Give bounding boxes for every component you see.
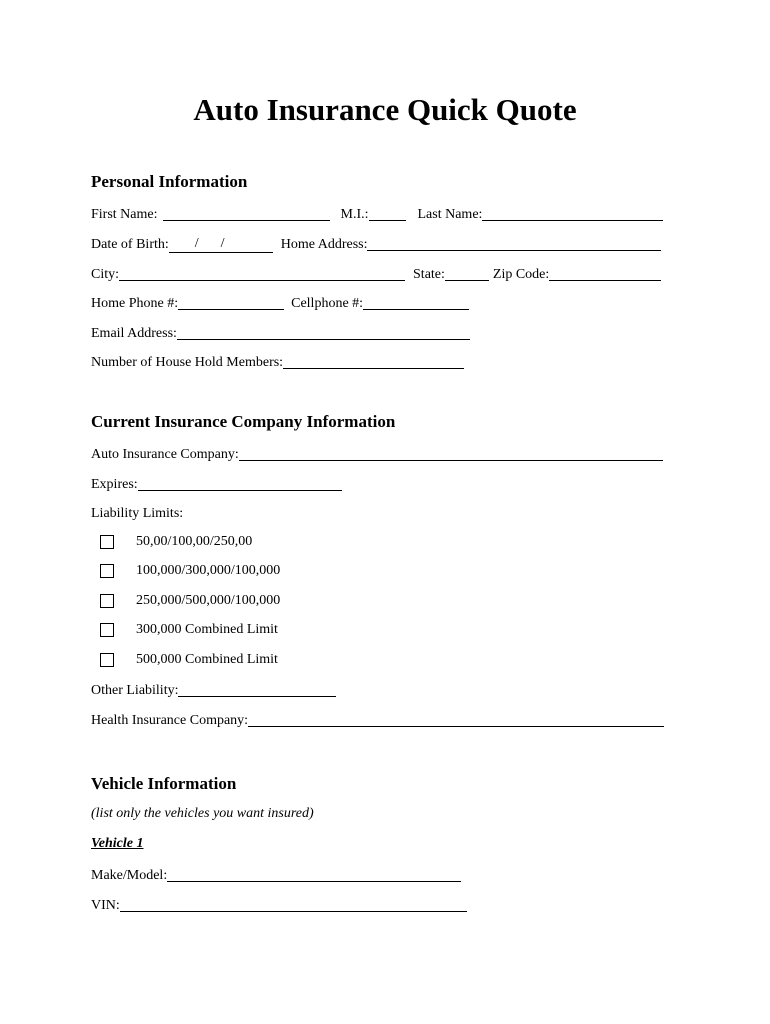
household-row (91, 351, 464, 371)
city-field[interactable] (119, 265, 405, 281)
checkbox[interactable] (100, 623, 114, 637)
liability-option-label: 50,00/100,00/250,00 (136, 534, 253, 549)
liability-option (100, 620, 278, 640)
expires-row (91, 473, 342, 493)
checkbox[interactable] (100, 535, 114, 549)
auto-company-label: Auto Insurance Company: (91, 447, 239, 462)
other-liability-label: Other Liability: (91, 683, 179, 698)
household-label: Number of House Hold Members: (91, 355, 284, 370)
household-field[interactable] (283, 353, 464, 369)
city-state-zip-row (91, 263, 661, 283)
home-phone-label: Home Phone #: (91, 296, 179, 311)
other-liability-row (91, 679, 336, 699)
dob-separator: / (220, 236, 225, 251)
personal-info-heading: Personal Information (91, 172, 248, 191)
expires-field[interactable] (138, 475, 342, 491)
checkbox[interactable] (100, 653, 114, 667)
liability-limits-label: Liability Limits: (91, 506, 184, 521)
home-address-label: Home Address: (280, 237, 368, 252)
email-label: Email Address: (91, 326, 177, 341)
dob-label: Date of Birth: (91, 237, 169, 252)
last-name-label: Last Name: (417, 207, 483, 222)
dob-separator: / (194, 236, 199, 251)
home-phone-field[interactable] (178, 294, 284, 310)
vin-field[interactable] (120, 896, 467, 912)
checkbox[interactable] (100, 594, 114, 608)
vehicle-1-label: Vehicle 1 (91, 836, 144, 851)
vin-row (91, 894, 467, 914)
liability-option (100, 532, 252, 552)
make-model-row (91, 864, 461, 884)
city-label: City: (91, 267, 120, 282)
state-field[interactable] (445, 265, 489, 281)
mi-field[interactable] (369, 205, 406, 221)
dob-field[interactable] (169, 236, 273, 253)
liability-option-label: 300,000 Combined Limit (136, 622, 278, 637)
liability-option-label: 100,000/300,000/100,000 (136, 563, 281, 578)
dob-address-row (91, 233, 661, 253)
liability-option (100, 650, 278, 670)
home-address-field[interactable] (367, 235, 661, 251)
email-row (91, 322, 470, 342)
checkbox[interactable] (100, 564, 114, 578)
health-company-row (91, 709, 664, 729)
vehicle-info-heading: Vehicle Information (91, 774, 237, 793)
vehicle-note: (list only the vehicles you want insured) (91, 806, 314, 821)
email-field[interactable] (177, 324, 470, 340)
other-liability-field[interactable] (178, 681, 336, 697)
state-label: State: (413, 267, 445, 282)
first-name-label: First Name: (91, 207, 158, 222)
make-model-field[interactable] (167, 866, 461, 882)
liability-option (100, 561, 280, 581)
last-name-field[interactable] (482, 205, 663, 221)
liability-option-label: 250,000/500,000/100,000 (136, 593, 281, 608)
expires-label: Expires: (91, 477, 138, 492)
health-company-field[interactable] (248, 711, 664, 727)
liability-option (100, 591, 280, 611)
cellphone-field[interactable] (363, 294, 469, 310)
cellphone-label: Cellphone #: (291, 296, 364, 311)
make-model-label: Make/Model: (91, 868, 168, 883)
health-company-label: Health Insurance Company: (91, 713, 249, 728)
liability-limits-row (91, 502, 183, 522)
vin-label: VIN: (91, 898, 120, 913)
liability-option-label: 500,000 Combined Limit (136, 652, 278, 667)
page-title: Auto Insurance Quick Quote (193, 92, 577, 127)
auto-company-row (91, 443, 663, 463)
zip-field[interactable] (549, 265, 661, 281)
mi-label: M.I.: (340, 207, 369, 222)
name-row (91, 203, 663, 223)
first-name-field[interactable] (163, 205, 330, 221)
zip-label: Zip Code: (492, 267, 550, 282)
phone-row (91, 292, 469, 312)
current-insurance-heading: Current Insurance Company Information (91, 412, 396, 431)
auto-company-field[interactable] (239, 445, 663, 461)
